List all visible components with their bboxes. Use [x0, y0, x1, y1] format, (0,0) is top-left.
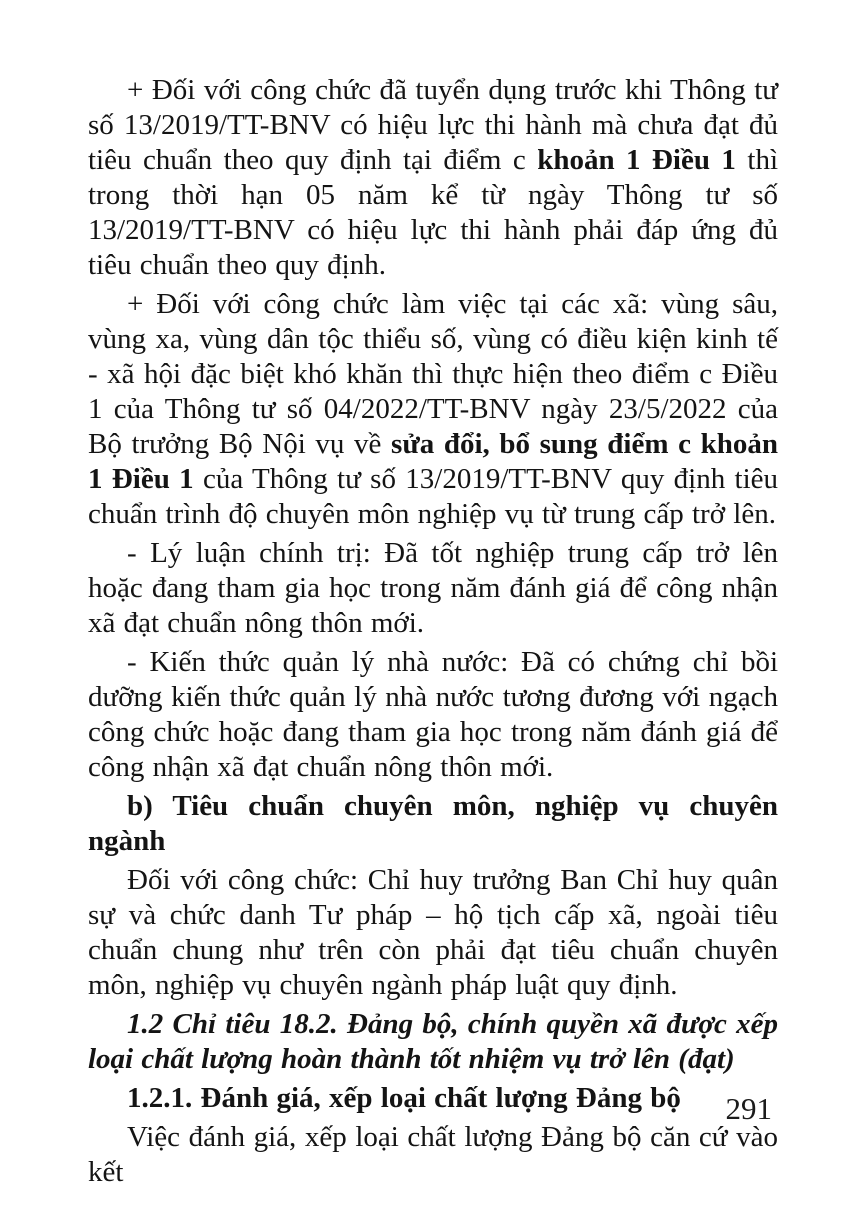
text-run: 1.2.1. Đánh giá, xếp loại chất lượng Đảng bộ [127, 1082, 681, 1114]
text-run: + Đối với công chức đã tuyển dụng trước khi Thông tư số 13/2019/TT-BNV có hiệu lực thi hành mà chưa đạt đủ tiêu chuẩn theo quy định tại điểm c [88, 74, 778, 176]
page-number: 291 [725, 1091, 772, 1126]
text-run: Đối với công chức: Chỉ huy trưởng Ban Chỉ huy quân sự và chức danh Tư pháp – hộ tịch cấp xã, ngoài tiêu chuẩn chung như trên còn phải đạt tiêu chuẩn chuyên môn, nghiệp vụ chuyên ngành pháp luật quy định. [88, 864, 778, 1001]
text-run: - Lý luận chính trị: Đã tốt nghiệp trung cấp trở lên hoặc đang tham gia học trong năm đánh giá để công nhận xã đạt chuẩn nông thôn mới. [88, 537, 778, 639]
paragraph [88, 863, 778, 1003]
document-body [88, 73, 778, 1190]
text-run: - Kiến thức quản lý nhà nước: Đã có chứng chỉ bồi dưỡng kiến thức quản lý nhà nước tương đương với ngạch công chức hoặc đang tham gia học trong năm đánh giá để công nhận xã đạt chuẩn nông thôn mới. [88, 646, 778, 783]
section-heading [88, 1081, 778, 1116]
text-run: sửa đổi, bổ sung điểm c khoản 1 Điều 1 [88, 428, 778, 495]
text-run: thì trong thời hạn 05 năm kể từ ngày Thông tư số 13/2019/TT-BNV có hiệu lực thi hành phải đáp ứng đủ tiêu chuẩn theo quy định. [88, 144, 779, 281]
text-run: b) Tiêu chuẩn chuyên môn, nghiệp vụ chuyên ngành [88, 790, 778, 857]
section-heading [88, 789, 778, 859]
paragraph [88, 287, 778, 532]
text-run: của Thông tư số 13/2019/TT-BNV quy định tiêu chuẩn trình độ chuyên môn nghiệp vụ từ trung cấp trở lên. [88, 463, 779, 530]
paragraph [88, 73, 778, 283]
paragraph [88, 645, 778, 785]
text-run: Việc đánh giá, xếp loại chất lượng Đảng bộ căn cứ vào kết [88, 1121, 778, 1188]
section-heading [88, 1007, 778, 1077]
paragraph [88, 536, 778, 641]
paragraph [88, 1120, 778, 1190]
text-run: 1.2 Chỉ tiêu 18.2. Đảng bộ, chính quyền xã được xếp loại chất lượng hoàn thành tốt nhiệm vụ trở lên (đạt) [88, 1008, 778, 1075]
text-run: khoản 1 Điều 1 [537, 144, 736, 176]
text-run: + Đối với công chức làm việc tại các xã: vùng sâu, vùng xa, vùng dân tộc thiểu số, vùng có điều kiện kinh tế - xã hội đặc biệt khó khăn thì thực hiện theo điểm c Điều 1 của Thông tư số 04/2022/TT-BNV ngày 23/5/2022 của Bộ trưởng Bộ Nội vụ về [88, 288, 778, 460]
